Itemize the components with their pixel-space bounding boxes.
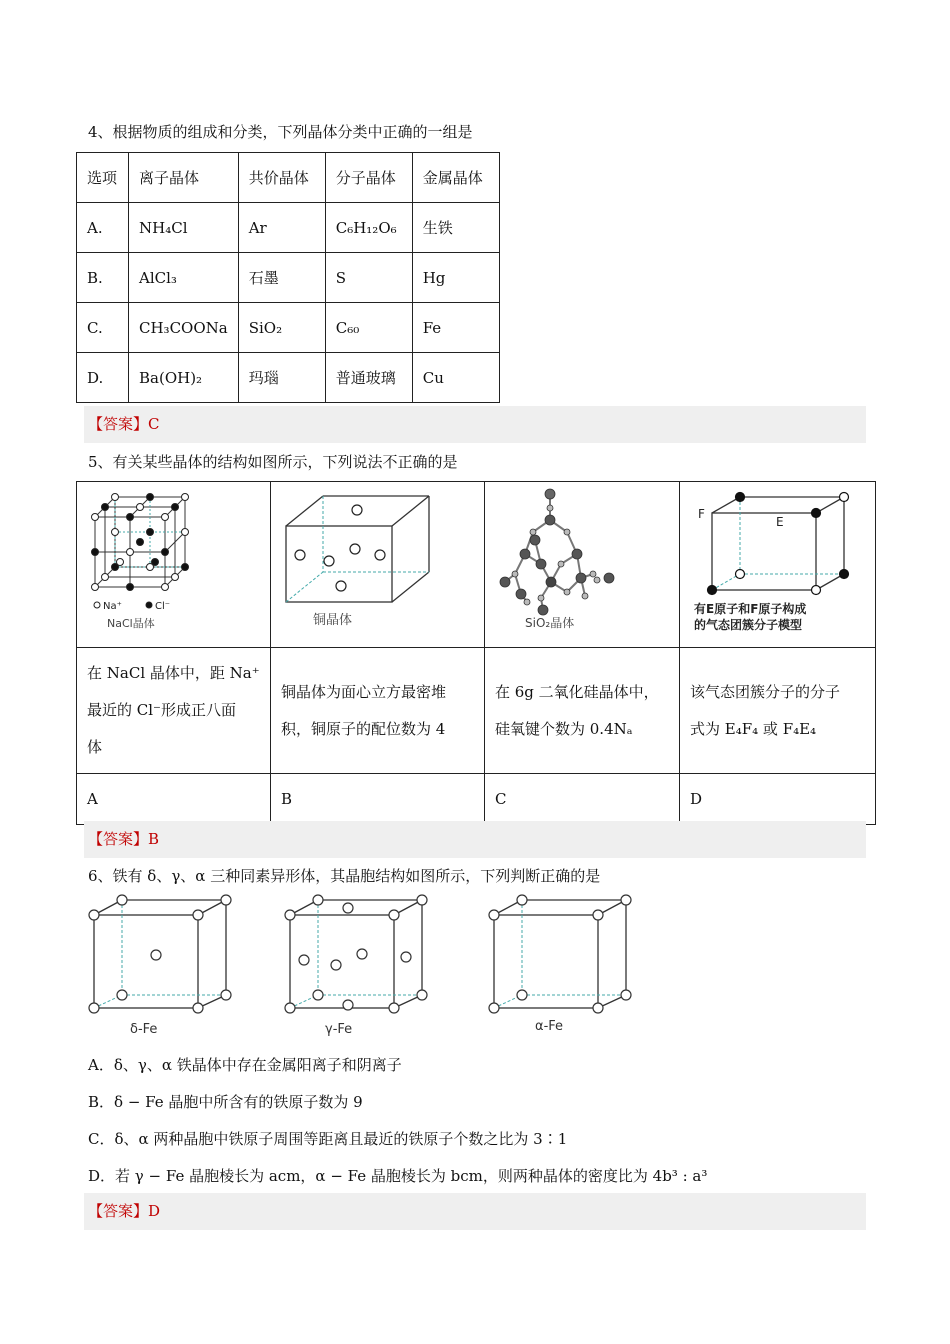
cell: AlCl₃ (129, 253, 239, 303)
option-a: A (77, 774, 271, 825)
option-d: D (680, 774, 876, 825)
cell: Ba(OH)₂ (129, 353, 239, 403)
na-legend-label: Na⁺ (103, 601, 122, 612)
statement-row (77, 648, 876, 774)
delta-fe-caption: δ-Fe (130, 1022, 158, 1037)
sio2-figure-cell (485, 482, 680, 648)
option-c: C (485, 774, 680, 825)
answer-label: 【答案】 (88, 415, 149, 433)
header-cell: 分子晶体 (325, 153, 412, 203)
answer-value: D (148, 1202, 161, 1220)
figure-row (77, 482, 876, 648)
alpha-fe-caption: α-Fe (535, 1019, 564, 1034)
q6-answer-bar (84, 1193, 866, 1230)
answer-label: 【答案】 (88, 830, 149, 848)
nacl-caption: NaCl晶体 (107, 617, 155, 630)
ef-cluster-figure (680, 482, 875, 643)
cell: A. (77, 203, 129, 253)
sio2-crystal-figure (485, 482, 679, 643)
ef-figure-cell (680, 482, 876, 648)
cell: CH₃COONa (129, 303, 239, 353)
cell: Fe (412, 303, 499, 353)
cu-figure-cell (271, 482, 485, 648)
header-cell: 离子晶体 (129, 153, 239, 203)
table-row (77, 303, 500, 353)
ef-caption-line1: 有E原子和F原子构成 (694, 602, 807, 616)
cell: 石墨 (238, 253, 325, 303)
cell: Cu (412, 353, 499, 403)
cell: C. (77, 303, 129, 353)
cell: B. (77, 253, 129, 303)
header-cell: 共价晶体 (238, 153, 325, 203)
q4-stem: 4、根据物质的组成和分类，下列晶体分类中正确的一组是 (88, 123, 473, 141)
delta-fe-cell (89, 895, 231, 1013)
alpha-fe-cell (489, 895, 631, 1013)
gamma-fe-cell (285, 895, 427, 1013)
q6-option-d: D．若 γ − Fe 晶胞棱长为 acm，α − Fe 晶胞棱长为 bcm，则两种晶体的密度比为 4b³ : a³ (88, 1167, 708, 1185)
nacl-figure-cell (77, 482, 271, 648)
iron-allotrope-figures (80, 890, 640, 1040)
table-row (77, 203, 500, 253)
cell: C₆₀ (325, 303, 412, 353)
cell: Ar (238, 203, 325, 253)
table-header-row (77, 153, 500, 203)
cl-legend-label: Cl⁻ (155, 601, 171, 612)
q6-option-c: C．δ、α 两种晶胞中铁原子周围等距离且最近的铁原子个数之比为 3∶1 (88, 1130, 568, 1148)
table-row (77, 353, 500, 403)
f-atom-label: F (698, 507, 705, 521)
header-cell: 选项 (77, 153, 129, 203)
q4-table (76, 152, 500, 403)
q5-answer-bar (84, 821, 866, 858)
q6-option-b: B．δ − Fe 晶胞中所含有的铁原子数为 9 (88, 1093, 363, 1111)
cell: 生铁 (412, 203, 499, 253)
answer-value: C (148, 415, 160, 433)
cell: NH₄Cl (129, 203, 239, 253)
answer-value: B (148, 830, 160, 848)
ef-caption-line2: 的气态团簇分子模型 (694, 618, 803, 632)
cell: 普通玻璃 (325, 353, 412, 403)
q5-table (76, 481, 876, 825)
option-b: B (271, 774, 485, 825)
q4-answer-bar (84, 406, 866, 443)
copper-crystal-figure (271, 482, 484, 643)
nacl-crystal-figure (77, 482, 270, 643)
sio2-caption: SiO₂晶体 (525, 616, 575, 630)
q5-stem: 5、有关某些晶体的结构如图所示，下列说法不正确的是 (88, 453, 458, 471)
cell: 玛瑙 (238, 353, 325, 403)
gamma-fe-caption: γ-Fe (325, 1022, 353, 1037)
q6-stem: 6、铁有 δ、γ、α 三种同素异形体，其晶胞结构如图所示，下列判断正确的是 (88, 867, 601, 885)
e-atom-label: E (776, 515, 784, 529)
statement-a: 在 NaCl 晶体中，距 Na⁺ 最近的 Cl⁻形成正八面 体 (77, 648, 271, 774)
statement-b: 铜晶体为面心立方最密堆 积，铜原子的配位数为 4 (271, 648, 485, 774)
cell: C₆H₁₂O₆ (325, 203, 412, 253)
header-cell: 金属晶体 (412, 153, 499, 203)
cell: Hg (412, 253, 499, 303)
statement-d: 该气态团簇分子的分子 式为 E₄F₄ 或 F₄E₄ (680, 648, 876, 774)
cell: D. (77, 353, 129, 403)
cell: SiO₂ (238, 303, 325, 353)
cu-caption: 铜晶体 (313, 613, 353, 628)
answer-label: 【答案】 (88, 1202, 149, 1220)
option-row (77, 774, 876, 825)
table-row (77, 253, 500, 303)
statement-c: 在 6g 二氧化硅晶体中， 硅氧键个数为 0.4Nₐ (485, 648, 680, 774)
cell: S (325, 253, 412, 303)
q6-option-a: A．δ、γ、α 铁晶体中存在金属阳离子和阴离子 (88, 1056, 402, 1074)
